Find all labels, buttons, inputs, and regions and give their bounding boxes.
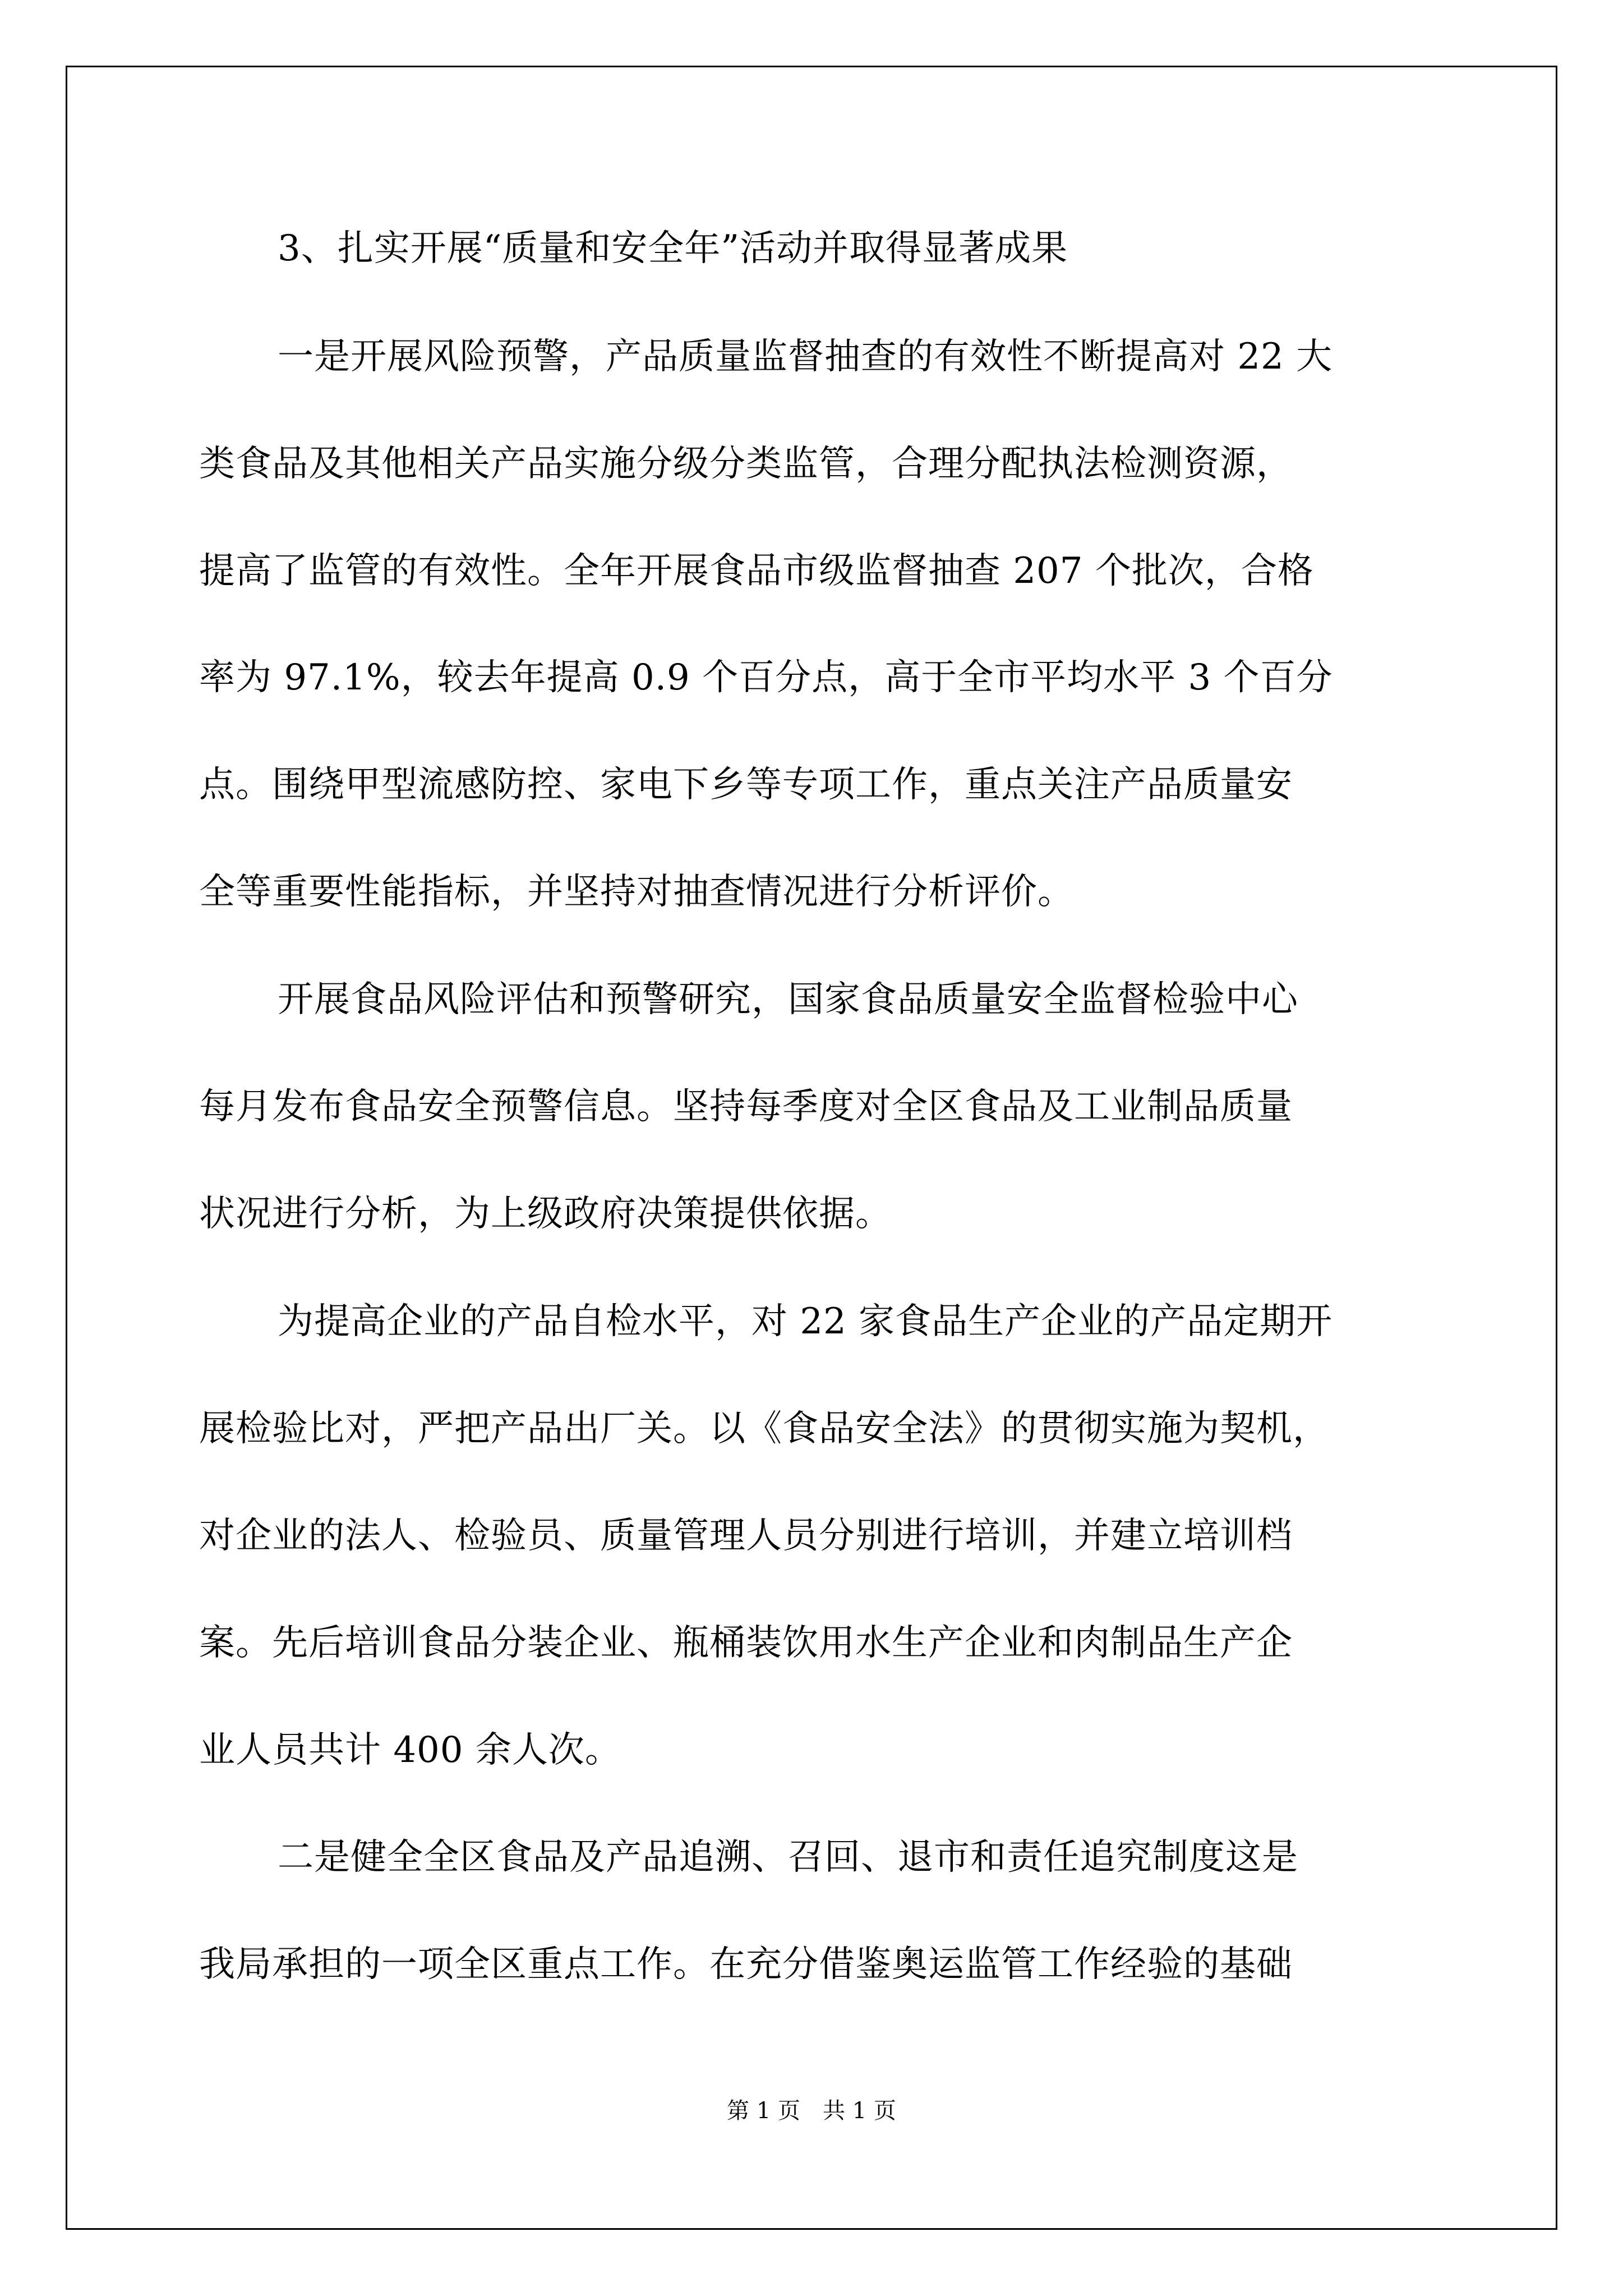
paragraph-line: 为提高企业的产品自检水平，对 22 家食品生产企业的产品定期开 [278, 1301, 1333, 1342]
paragraph-line: 二是健全全区食品及产品追溯、召回、退市和责任追究制度这是 [278, 1837, 1298, 1878]
paragraph-line: 每月发布食品安全预警信息。坚持每季度对全区食品及工业制品质量 [199, 1086, 1293, 1128]
paragraph-line: 提高了监管的有效性。全年开展食品市级监督抽查 207 个批次，合格 [199, 550, 1314, 592]
paragraph-line: 案。先后培训食品分装企业、瓶桶装饮用水生产企业和肉制品生产企 [199, 1622, 1293, 1664]
paragraph-line: 业人员共计 400 余人次。 [199, 1729, 621, 1771]
paragraph-line: 点。围绕甲型流感防控、家电下乡等专项工作，重点关注产品质量安 [199, 764, 1293, 806]
paragraph-line: 我局承担的一项全区重点工作。在充分借鉴奥运监管工作经验的基础 [199, 1944, 1293, 1985]
paragraph-line: 类食品及其他相关产品实施分级分类监管，合理分配执法检测资源， [199, 443, 1293, 485]
paragraph-line: 一是开展风险预警，产品质量监督抽查的有效性不断提高对 22 大 [278, 336, 1333, 378]
paragraph-line: 率为 97.1%，较去年提高 0.9 个百分点，高于全市平均水平 3 个百分 [199, 657, 1333, 698]
section-heading: 3、扎实开展“质量和安全年”活动并取得显著成果 [278, 228, 1068, 269]
page-number: 第 1 页 共 1 页 [727, 2098, 896, 2124]
paragraph-line: 开展食品风险评估和预警研究，国家食品质量安全监督检验中心 [278, 979, 1298, 1020]
paragraph-line: 状况进行分析，为上级政府决策提供依据。 [199, 1193, 892, 1235]
paragraph-line: 对企业的法人、检验员、质量管理人员分别进行培训，并建立培训档 [199, 1515, 1293, 1557]
paragraph-line: 全等重要性能指标，并坚持对抽查情况进行分析评价。 [199, 871, 1074, 913]
page-border [66, 66, 1557, 2230]
paragraph-line: 展检验比对，严把产品出厂关。以《食品安全法》的贯彻实施为契机， [199, 1408, 1329, 1450]
